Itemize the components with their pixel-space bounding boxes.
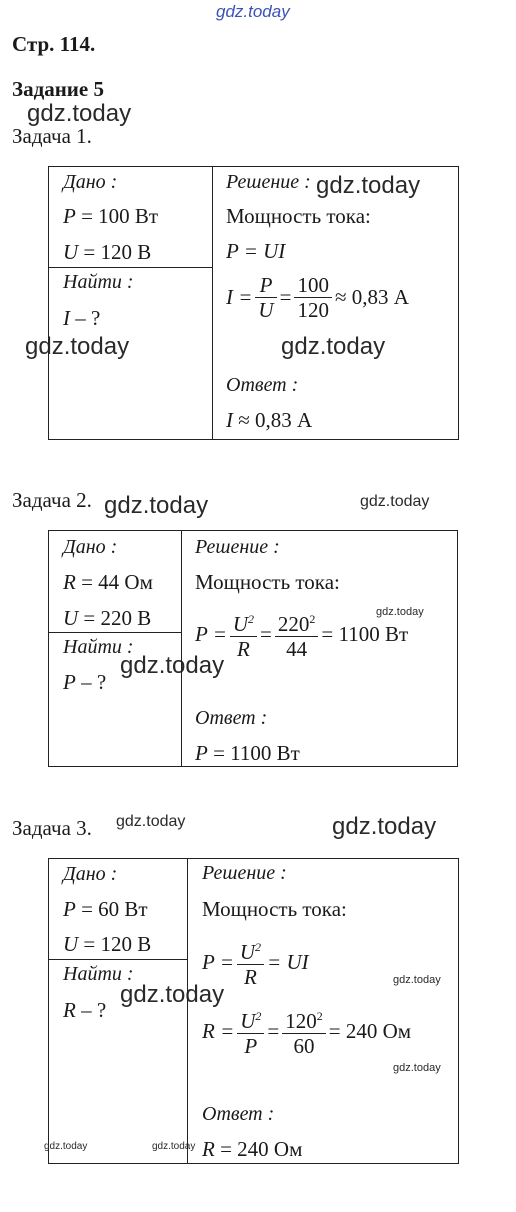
watermark: gdz.today [44, 1141, 88, 1152]
power-text: Мощность тока: [226, 204, 371, 228]
watermark: gdz.today [360, 493, 430, 510]
watermark: gdz.today [120, 981, 225, 1008]
answer-label: Ответ : [226, 374, 299, 396]
watermark: gdz.today [152, 1141, 196, 1152]
formula: P = UI [226, 239, 286, 263]
given-label: Дано : [63, 863, 118, 885]
watermark: gdz.today [332, 813, 437, 840]
solution-label: Решение : [195, 536, 280, 558]
find-label: Найти : [63, 271, 134, 293]
find-value: R – ? [63, 998, 107, 1022]
table-divider [48, 267, 213, 268]
table-divider [181, 530, 182, 767]
formula: I = $\frac{P}{U}$ = $\frac{100}{120}$ ≈ 0,83 А [226, 273, 409, 322]
solution-label: Решение : [226, 171, 311, 193]
find-label: Найти : [63, 963, 134, 985]
given-value: P = 100 Вт [63, 204, 159, 228]
table-divider [187, 858, 188, 1164]
given-value: U = 120 В [63, 240, 152, 264]
power-text: Мощность тока: [195, 570, 340, 594]
watermark: gdz.today [393, 1062, 441, 1074]
watermark: gdz.today [27, 100, 132, 127]
given-value: P = 60 Вт [63, 897, 148, 921]
answer-value: I ≈ 0,83 А [226, 408, 313, 432]
watermark: gdz.today [104, 492, 209, 519]
find-label: Найти : [63, 636, 134, 658]
answer-value: P = 1100 Вт [195, 741, 300, 765]
find-value: I – ? [63, 306, 101, 330]
given-label: Дано : [63, 536, 118, 558]
assignment-title: Задание 5 [12, 77, 104, 101]
problem-title: Задача 1. [12, 124, 92, 148]
answer-value: R = 240 Ом [202, 1137, 303, 1161]
find-value: P – ? [63, 670, 107, 694]
given-label: Дано : [63, 171, 118, 193]
watermark: gdz.today [116, 813, 186, 830]
watermark: gdz.today [316, 172, 421, 199]
table-divider [212, 166, 213, 440]
watermark: gdz.today [120, 652, 225, 679]
problem-title: Задача 2. [12, 488, 92, 512]
given-value: R = 44 Ом [63, 570, 153, 594]
solution-label: Решение : [202, 862, 287, 884]
given-value: U = 220 В [63, 606, 152, 630]
answer-label: Ответ : [195, 707, 268, 729]
given-value: U = 120 В [63, 932, 152, 956]
table-divider [48, 959, 188, 960]
formula: P = $\frac{U^2}{R}$ = UI [202, 935, 309, 989]
formula: P = $\frac{U^2}{R}$ = $\frac{220^2}{44}$ = 1100 Вт [195, 607, 408, 661]
answer-label: Ответ : [202, 1103, 275, 1125]
watermark: gdz.today [376, 606, 424, 618]
table-divider [48, 632, 182, 633]
problem-title: Задача 3. [12, 816, 92, 840]
watermark: gdz.today [281, 333, 386, 360]
watermark: gdz.today [25, 333, 130, 360]
page-header: Стр. 114. [12, 32, 96, 56]
power-text: Мощность тока: [202, 897, 347, 921]
formula: R = $\frac{U^2}{P}$ = $\frac{120^2}{60}$ = 240 Ом [202, 1004, 411, 1058]
watermark: gdz.today [393, 974, 441, 986]
watermark-top: gdz.today [216, 2, 290, 21]
